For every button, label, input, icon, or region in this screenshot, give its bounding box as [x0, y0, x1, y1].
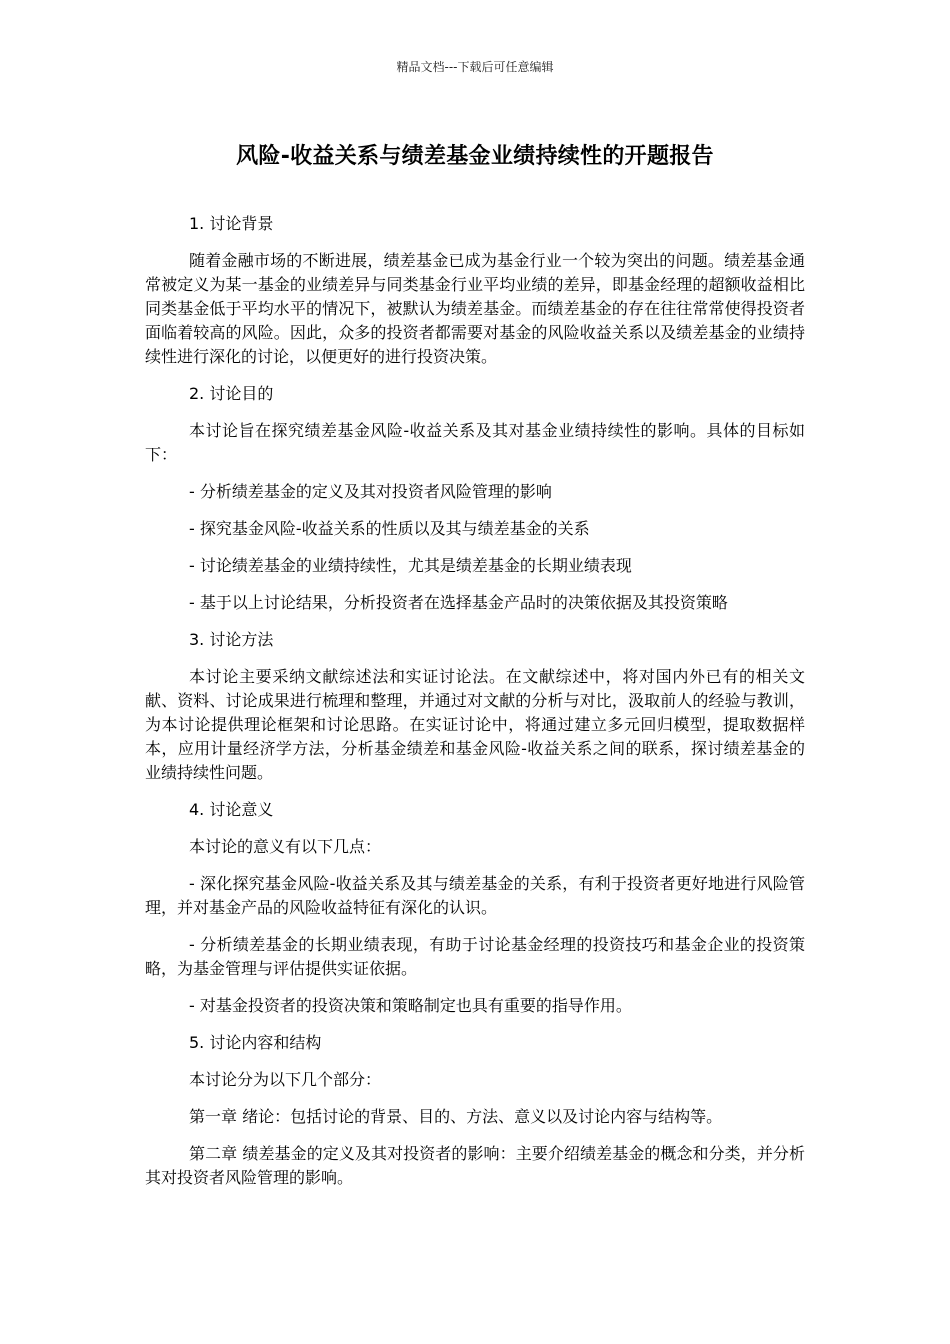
document-body: [145, 212, 805, 1203]
paragraph-method: 本讨论主要采纳文献综述法和实证讨论法。在文献综述中，将对国内外已有的相关文献、资料、讨论成果进行梳理和整理，并通过对文献的分析与对比，汲取前人的经验与教训，为本讨论提供理论框架和讨论思路。在实证讨论中，将通过建立多元回归模型，提取数据样本，应用计量经济学方法，分析基金绩差和基金风险-收益关系之间的联系，探讨绩差基金的业绩持续性问题。: [145, 667, 805, 782]
document-title: 风险-收益关系与绩差基金业绩持续性的开题报告: [236, 144, 714, 169]
section-heading-structure: 5. 讨论内容和结构: [189, 1033, 322, 1052]
list-item: - 探究基金风险-收益关系的性质以及其与绩差基金的关系: [189, 519, 590, 538]
paragraph-structure-intro: 本讨论分为以下几个部分：: [189, 1070, 382, 1089]
list-item: - 对基金投资者的投资决策和策略制定也具有重要的指导作用。: [189, 996, 632, 1015]
list-item: - 分析绩差基金的定义及其对投资者风险管理的影响: [189, 482, 552, 501]
paragraph-background: 随着金融市场的不断进展，绩差基金已成为基金行业一个较为突出的问题。绩差基金通常被定义为某一基金的业绩差异与同类基金行业平均业绩的差异，即基金经理的超额收益相比同类基金低于平均水平的情况下，被默认为绩差基金。而绩差基金的存在往往常常使得投资者面临着较高的风险。因此，众多的投资者都需要对基金的风险收益关系以及绩差基金的业绩持续性进行深化的讨论，以便更好的进行投资决策。: [145, 251, 805, 366]
list-item: - 分析绩差基金的长期业绩表现，有助于讨论基金经理的投资技巧和基金企业的投资策略，为基金管理与评估提供实证依据。: [145, 935, 805, 978]
section-heading-purpose: 2. 讨论目的: [189, 384, 274, 403]
paragraph-significance-intro: 本讨论的意义有以下几点：: [189, 837, 382, 856]
paragraph-purpose-intro: 本讨论旨在探究绩差基金风险-收益关系及其对基金业绩持续性的影响。具体的目标如下：: [145, 421, 805, 464]
section-heading-background: 1. 讨论背景: [189, 214, 274, 233]
chapter-item: 第二章 绩差基金的定义及其对投资者的影响：主要介绍绩差基金的概念和分类，并分析其对投资者风险管理的影响。: [145, 1144, 805, 1187]
list-item: - 讨论绩差基金的业绩持续性，尤其是绩差基金的长期业绩表现: [189, 556, 632, 575]
section-heading-method: 3. 讨论方法: [189, 630, 274, 649]
header-note: 精品文档---下载后可任意编辑: [396, 60, 554, 74]
chapter-item: 第一章 绪论：包括讨论的背景、目的、方法、意义以及讨论内容与结构等。: [189, 1107, 723, 1126]
section-heading-significance: 4. 讨论意义: [189, 800, 274, 819]
list-item: - 基于以上讨论结果，分析投资者在选择基金产品时的决策依据及其投资策略: [189, 593, 728, 612]
list-item: - 深化探究基金风险-收益关系及其与绩差基金的关系，有利于投资者更好地进行风险管理，并对基金产品的风险收益特征有深化的认识。: [145, 874, 805, 917]
